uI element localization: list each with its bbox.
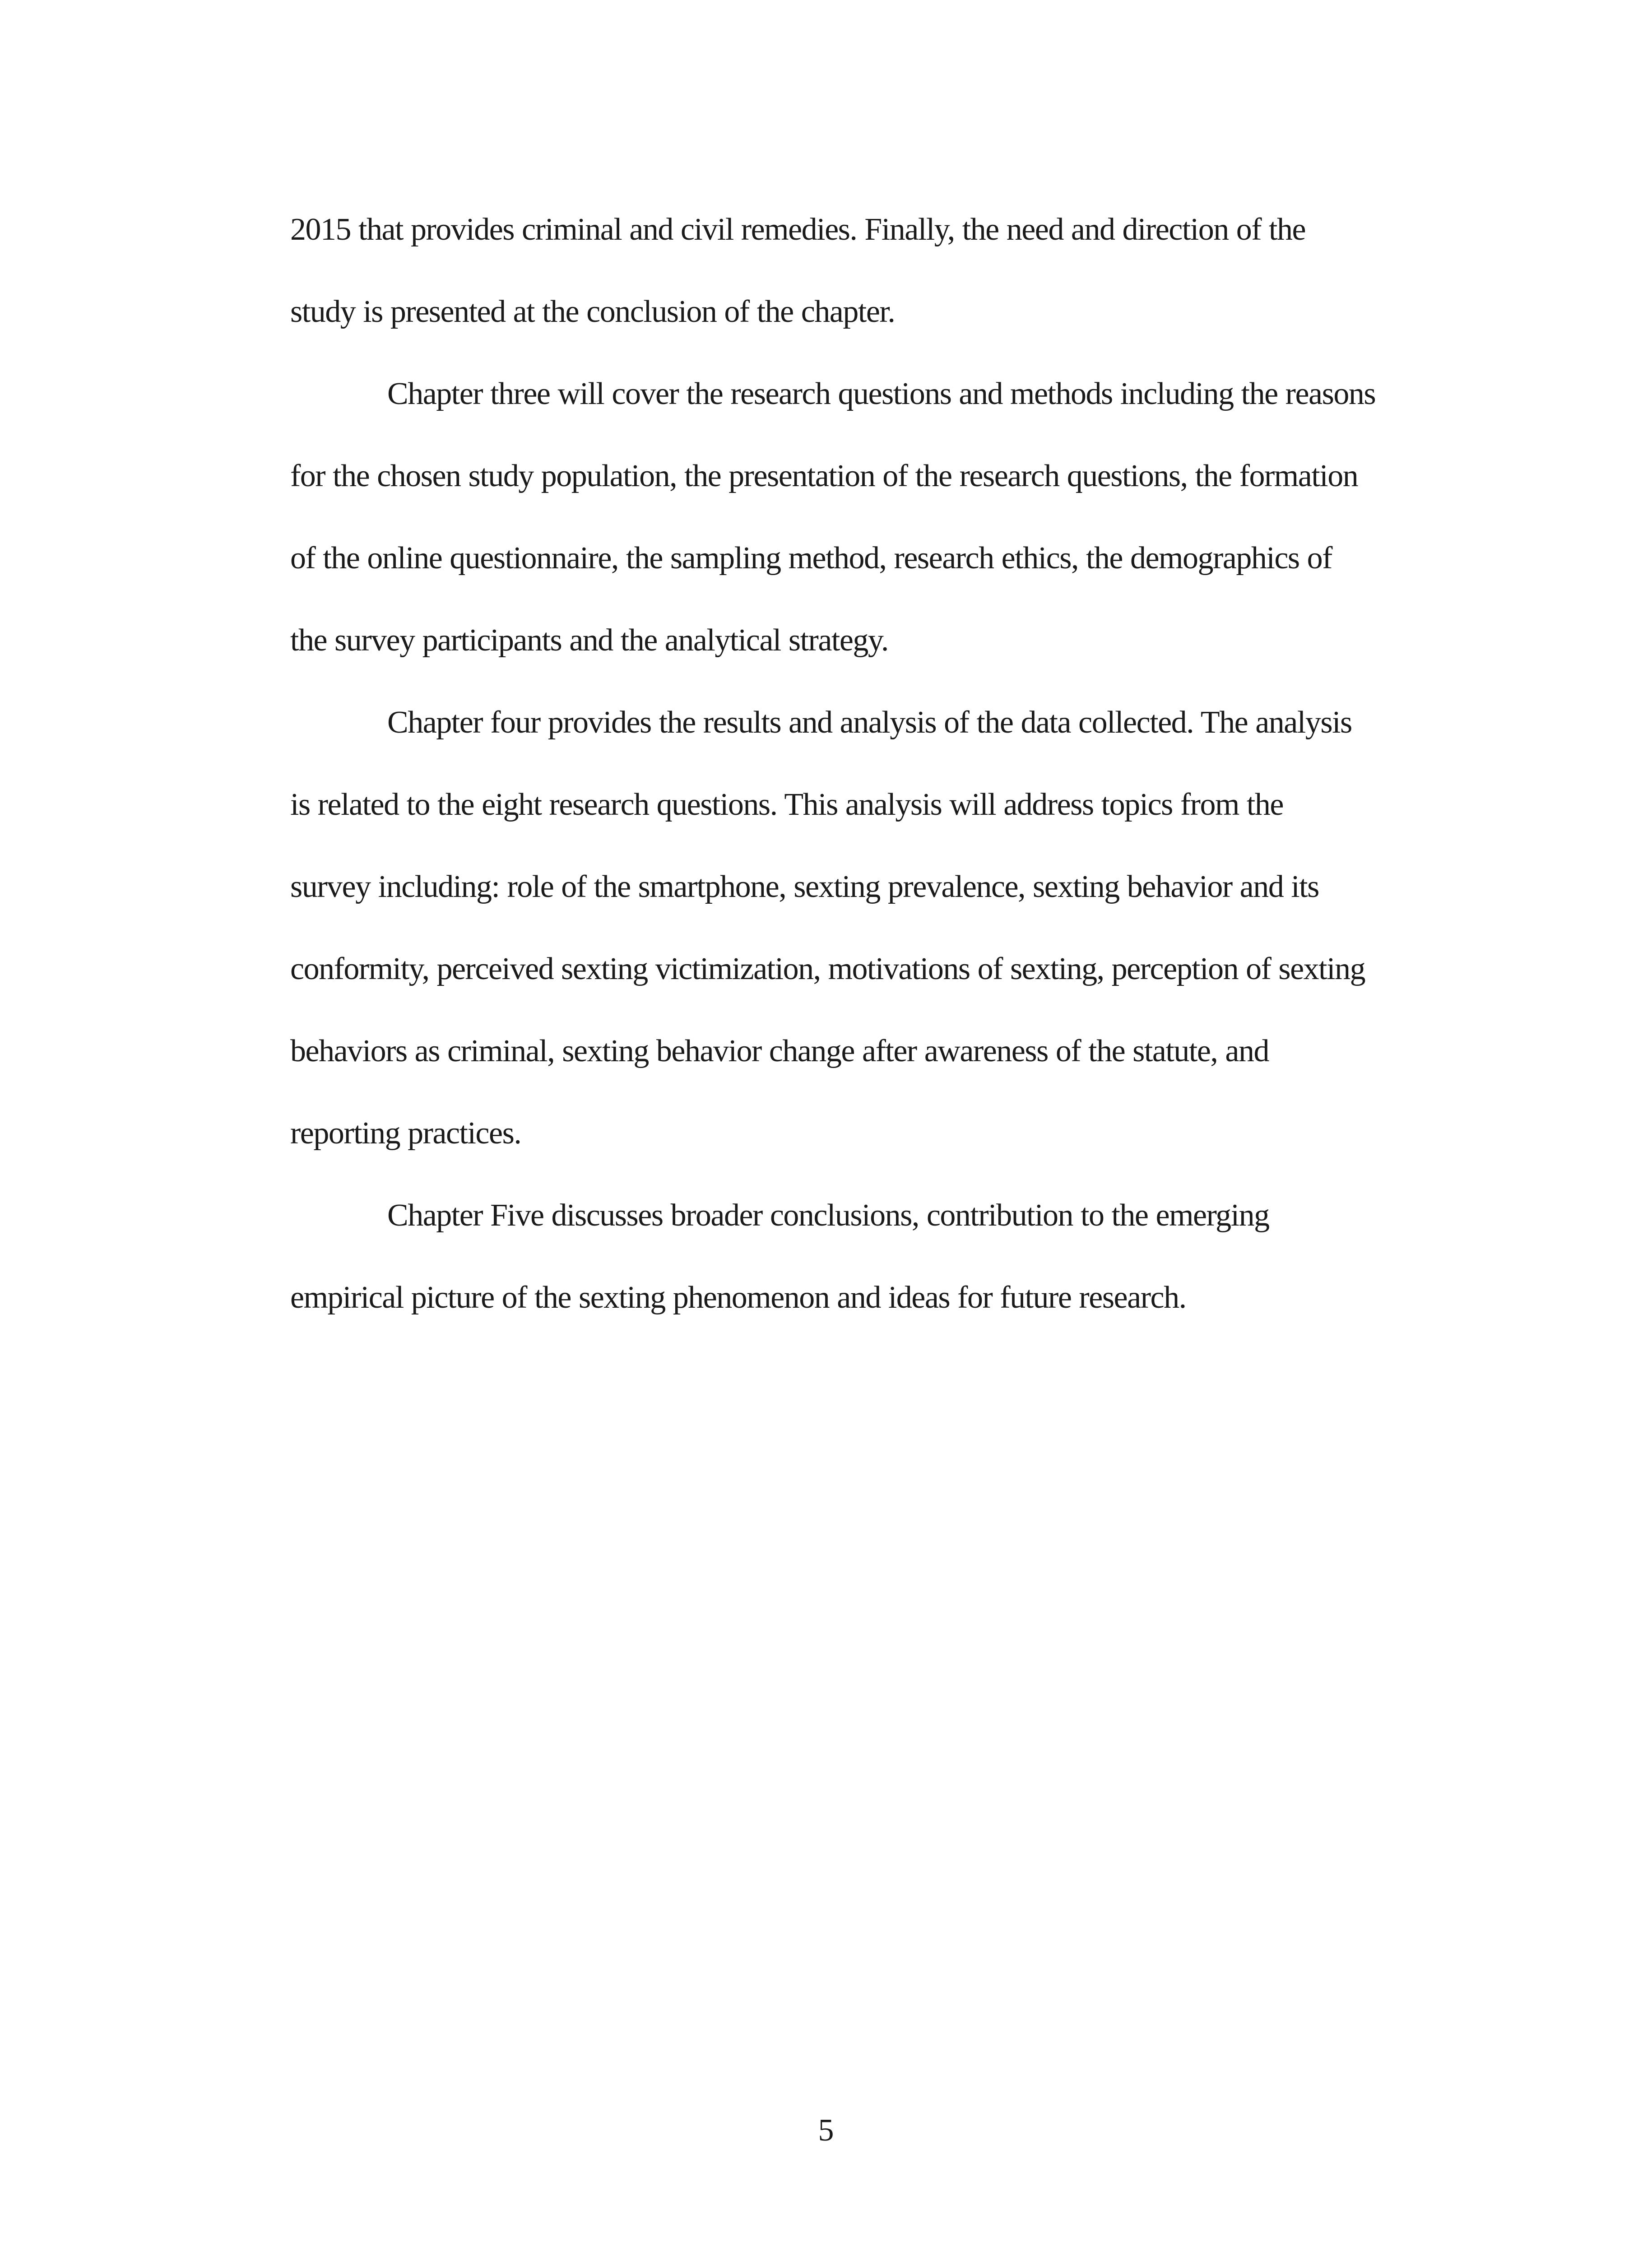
- text-line: of the online questionnaire, the sampling method, research ethics, the demographics of: [290, 541, 1332, 576]
- text-line: reporting practices.: [290, 1116, 521, 1151]
- text-line: is related to the eight research questions. This analysis will address topics from the: [290, 787, 1283, 822]
- text-line: the survey participants and the analytical strategy.: [290, 623, 888, 658]
- text-line: behaviors as criminal, sexting behavior change after awareness of the statute, and: [290, 1034, 1269, 1068]
- text-line: 2015 that provides criminal and civil remedies. Finally, the need and direction of the: [290, 212, 1306, 247]
- text-line: conformity, perceived sexting victimization, motivations of sexting, perception of sexting: [290, 952, 1365, 986]
- text-line: survey including: role of the smartphone, sexting prevalence, sexting behavior and its: [290, 869, 1319, 904]
- page-number: 5: [818, 2113, 834, 2148]
- text-line: for the chosen study population, the presentation of the research questions, the formation: [290, 459, 1358, 493]
- paragraph-start-line: Chapter Five discusses broader conclusions, contribution to the emerging: [387, 1198, 1269, 1233]
- paragraph-start-line: Chapter four provides the results and analysis of the data collected. The analysis: [387, 705, 1352, 740]
- paragraph-start-line: Chapter three will cover the research questions and methods including the reasons: [387, 376, 1376, 411]
- text-line: empirical picture of the sexting phenomenon and ideas for future research.: [290, 1280, 1186, 1315]
- text-line: study is presented at the conclusion of the chapter.: [290, 294, 895, 329]
